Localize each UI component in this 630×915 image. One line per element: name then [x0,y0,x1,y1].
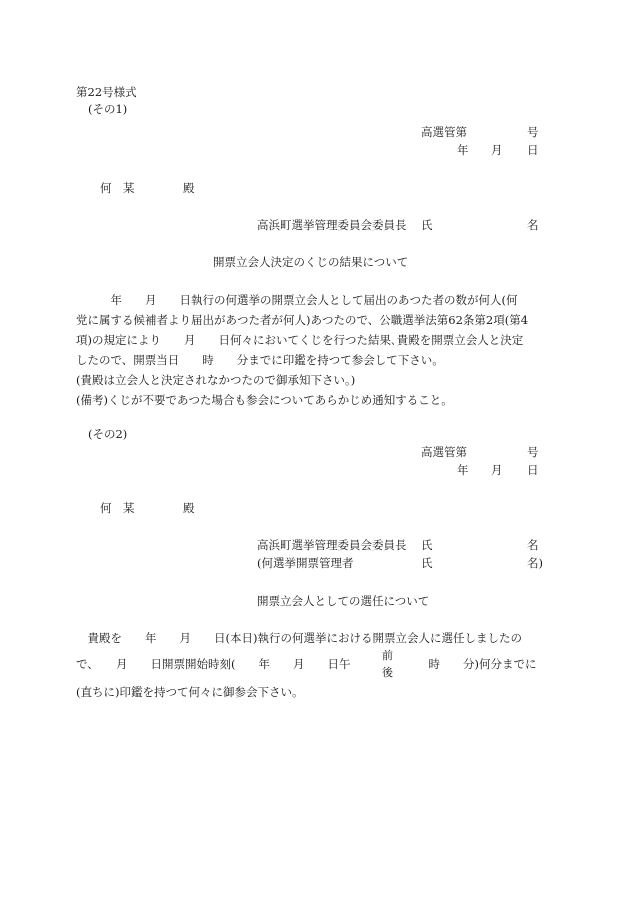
part2-furi-top: 前 [382,649,393,662]
part1-date-day: 日 [527,143,539,157]
part1-note1: (貴殿は立会人と決定されなかつたので御承知下さい。) [76,373,356,387]
part2-sender-mei: 名 [527,538,539,552]
part2-date-day: 日 [527,463,539,477]
part1-date-month: 月 [491,143,503,157]
part1-sender: 高浜町選挙管理委員会委員長 [257,218,407,232]
part1-addressee: 何 某 [100,181,135,195]
part2-ref-prefix: 高選管第 [421,445,467,459]
part2-date-year: 年 [457,463,469,477]
part2-sender2: (何選挙開票管理者 [257,556,354,570]
part1-title: 開票立会人決定のくじの結果について [213,255,409,269]
part2-body-line3: (直ちに)印鑑を持つて何々に御参会下さい。 [76,685,304,699]
part2-furi-bottom: 後 [382,666,393,679]
part1-ref-suffix: 号 [527,125,539,139]
part2-ref-suffix: 号 [527,445,539,459]
part1-body [76,290,554,410]
part1-body-line: 項)の規定により 月 日何々においてくじを行つた結果､貴殿を開票立会人と決定 [76,333,524,347]
part2-honorific: 殿 [183,501,195,515]
part2-body-line2b: 時 分)何分までに [394,657,537,671]
part1-honorific: 殿 [183,181,195,195]
part1-body-line: 党に属する候補者より届出があつた者が何人)あつたので、公職選挙法第62条第2項(第4 [76,313,529,327]
part1-label: (その1) [88,102,128,116]
part2-addressee: 何 某 [100,501,135,515]
part2-title: 開票立会人としての選任について [257,594,430,608]
part2-sender: 高浜町選挙管理委員会委員長 [257,538,407,552]
form-id: 第22号様式 [76,85,137,99]
part2-body-line1: 貴殿を 年 月 日(本日)執行の何選挙における開票立会人に選任しましたの [76,631,522,645]
part2-label: (その2) [88,427,128,441]
part2-sender2-shi: 氏 [421,556,433,570]
part1-sender-mei: 名 [527,218,539,232]
part2-date-month: 月 [491,463,503,477]
part1-sender-shi: 氏 [421,218,433,232]
part2-sender-shi: 氏 [421,538,433,552]
part1-body-line: 年 月 日執行の何選挙の開票立会人として届出のあつた者の数が何人(何 [76,293,518,307]
part1-ref-prefix: 高選管第 [421,125,467,139]
part1-date-year: 年 [457,143,469,157]
part2-body-line2a: で、 月 日開票開始時刻( 年 月 日午 [76,657,351,671]
part1-note2: (備考)くじが不要であつた場合も参会についてあらかじめ通知すること。 [76,393,453,407]
part2-sender2-mei: 名) [527,556,543,570]
part1-body-line: したので、開票当日 時 分までに印鑑を持つて参会して下さい。 [76,353,444,367]
